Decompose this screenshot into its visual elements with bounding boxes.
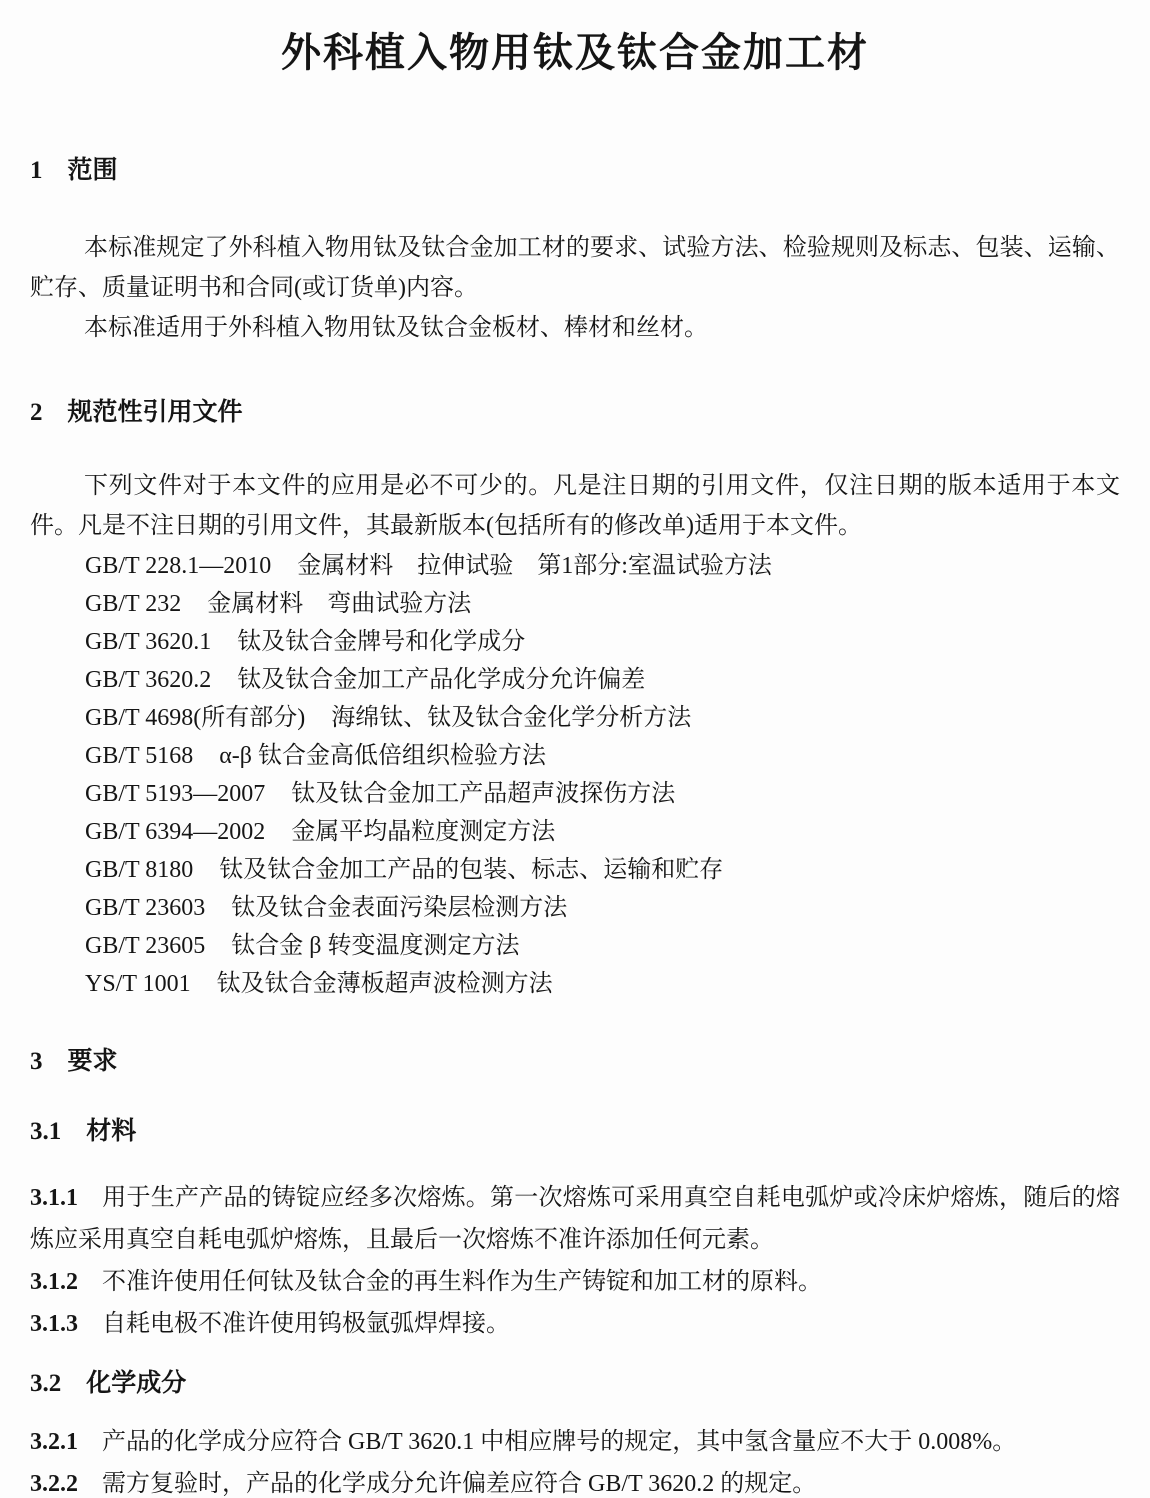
reference-item: [85, 965, 1120, 1003]
clause-3-2-1: [30, 1421, 1120, 1463]
clause-text: 产品的化学成分应符合 GB/T 3620.1 中相应牌号的规定，其中氢含量应不大于 0.008%。: [102, 1429, 1017, 1455]
reference-list: [85, 547, 1120, 1003]
reference-title: 钛合金 β 转变温度测定方法: [231, 933, 520, 959]
reference-title: 金属平均晶粒度测定方法: [291, 819, 556, 845]
reference-title: 钛及钛合金加工产品超声波探伤方法: [291, 781, 676, 807]
reference-code: GB/T 3620.2: [85, 667, 212, 693]
section-2-heading: [30, 396, 1120, 430]
reference-title: 金属材料 拉伸试验 第1部分:室温试验方法: [297, 553, 772, 579]
clause-text: 需方复验时，产品的化学成分允许偏差应符合 GB/T 3620.2 的规定。: [102, 1471, 817, 1497]
reference-item: [85, 889, 1120, 927]
clause-3-1-2: [30, 1261, 1120, 1303]
section-1-heading: [30, 154, 1120, 188]
reference-title: 钛及钛合金加工产品化学成分允许偏差: [237, 667, 646, 693]
reference-item: [85, 851, 1120, 889]
reference-item: [85, 813, 1120, 851]
section-3-1-title: 材料: [86, 1118, 137, 1145]
reference-item: [85, 927, 1120, 965]
section-1-title: 范围: [67, 157, 118, 184]
reference-item: [85, 623, 1120, 661]
clause-3-1-3: [30, 1303, 1120, 1345]
reference-title: 海绵钛、钛及钛合金化学分析方法: [331, 705, 692, 731]
clause-3-1-1: [30, 1177, 1120, 1261]
reference-code: GB/T 8180: [85, 857, 194, 883]
clause-number: 3.1.3: [30, 1311, 78, 1337]
reference-code: GB/T 232: [85, 591, 182, 617]
reference-item: [85, 775, 1120, 813]
reference-code: GB/T 228.1—2010: [85, 553, 272, 579]
section-2-number: 2: [30, 399, 43, 426]
clause-number: 3.2.2: [30, 1471, 78, 1497]
reference-code: GB/T 23605: [85, 933, 206, 959]
reference-code: GB/T 5193—2007: [85, 781, 266, 807]
section-3-number: 3: [30, 1048, 43, 1075]
clause-number: 3.2.1: [30, 1429, 78, 1455]
reference-item: [85, 699, 1120, 737]
reference-title: 钛及钛合金加工产品的包装、标志、运输和贮存: [219, 857, 724, 883]
reference-item: [85, 661, 1120, 699]
clause-text: 不准许使用任何钛及钛合金的再生料作为生产铸锭和加工材的原料。: [102, 1269, 822, 1295]
document-title: 外科植入物用钛及钛合金加工材: [281, 30, 869, 75]
section-3-2-heading: [30, 1367, 1120, 1401]
reference-item: [85, 585, 1120, 623]
reference-item: [85, 547, 1120, 585]
section-3-2-number: 3.2: [30, 1370, 62, 1397]
reference-code: GB/T 4698(所有部分): [85, 705, 306, 731]
reference-title: 金属材料 弯曲试验方法: [207, 591, 472, 617]
section-2-title: 规范性引用文件: [67, 399, 243, 426]
section-3-1-number: 3.1: [30, 1118, 62, 1145]
reference-code: GB/T 3620.1: [85, 629, 212, 655]
clause-text: 自耗电极不准许使用钨极氩弧焊焊接。: [102, 1311, 510, 1337]
reference-title: 钛及钛合金薄板超声波检测方法: [216, 971, 553, 997]
clause-3-2-2: [30, 1463, 1120, 1498]
reference-title: 钛及钛合金表面污染层检测方法: [231, 895, 568, 921]
reference-item: [85, 737, 1120, 775]
reference-title: 钛及钛合金牌号和化学成分: [237, 629, 526, 655]
clause-number: 3.1.2: [30, 1269, 78, 1295]
scope-paragraph-2: 本标准适用于外科植入物用钛及钛合金板材、棒材和丝材。: [84, 315, 708, 341]
reference-code: GB/T 6394—2002: [85, 819, 266, 845]
scope-paragraph-1: 本标准规定了外科植入物用钛及钛合金加工材的要求、试验方法、检验规则及标志、包装、运输、贮存、质量证明书和合同(或订货单)内容。: [30, 235, 1120, 301]
references-intro-paragraph: 下列文件对于本文件的应用是必不可少的。凡是注日期的引用文件，仅注日期的版本适用于本文件。凡是不注日期的引用文件，其最新版本(包括所有的修改单)适用于本文件。: [30, 473, 1120, 539]
section-1-number: 1: [30, 157, 43, 184]
section-3-title: 要求: [67, 1048, 118, 1075]
reference-title: α-β 钛合金高低倍组织检验方法: [219, 743, 547, 769]
clause-text: 用于生产产品的铸锭应经多次熔炼。第一次熔炼可采用真空自耗电弧炉或冷床炉熔炼，随后的熔炼应采用真空自耗电弧炉熔炼，且最后一次熔炼不准许添加任何元素。: [30, 1185, 1120, 1253]
section-3-2-title: 化学成分: [86, 1370, 187, 1397]
reference-code: GB/T 23603: [85, 895, 206, 921]
reference-code: GB/T 5168: [85, 743, 194, 769]
section-3-heading: [30, 1045, 1120, 1079]
section-3-1-heading: [30, 1115, 1120, 1149]
clause-number: 3.1.1: [30, 1185, 78, 1211]
reference-code: YS/T 1001: [85, 971, 191, 997]
